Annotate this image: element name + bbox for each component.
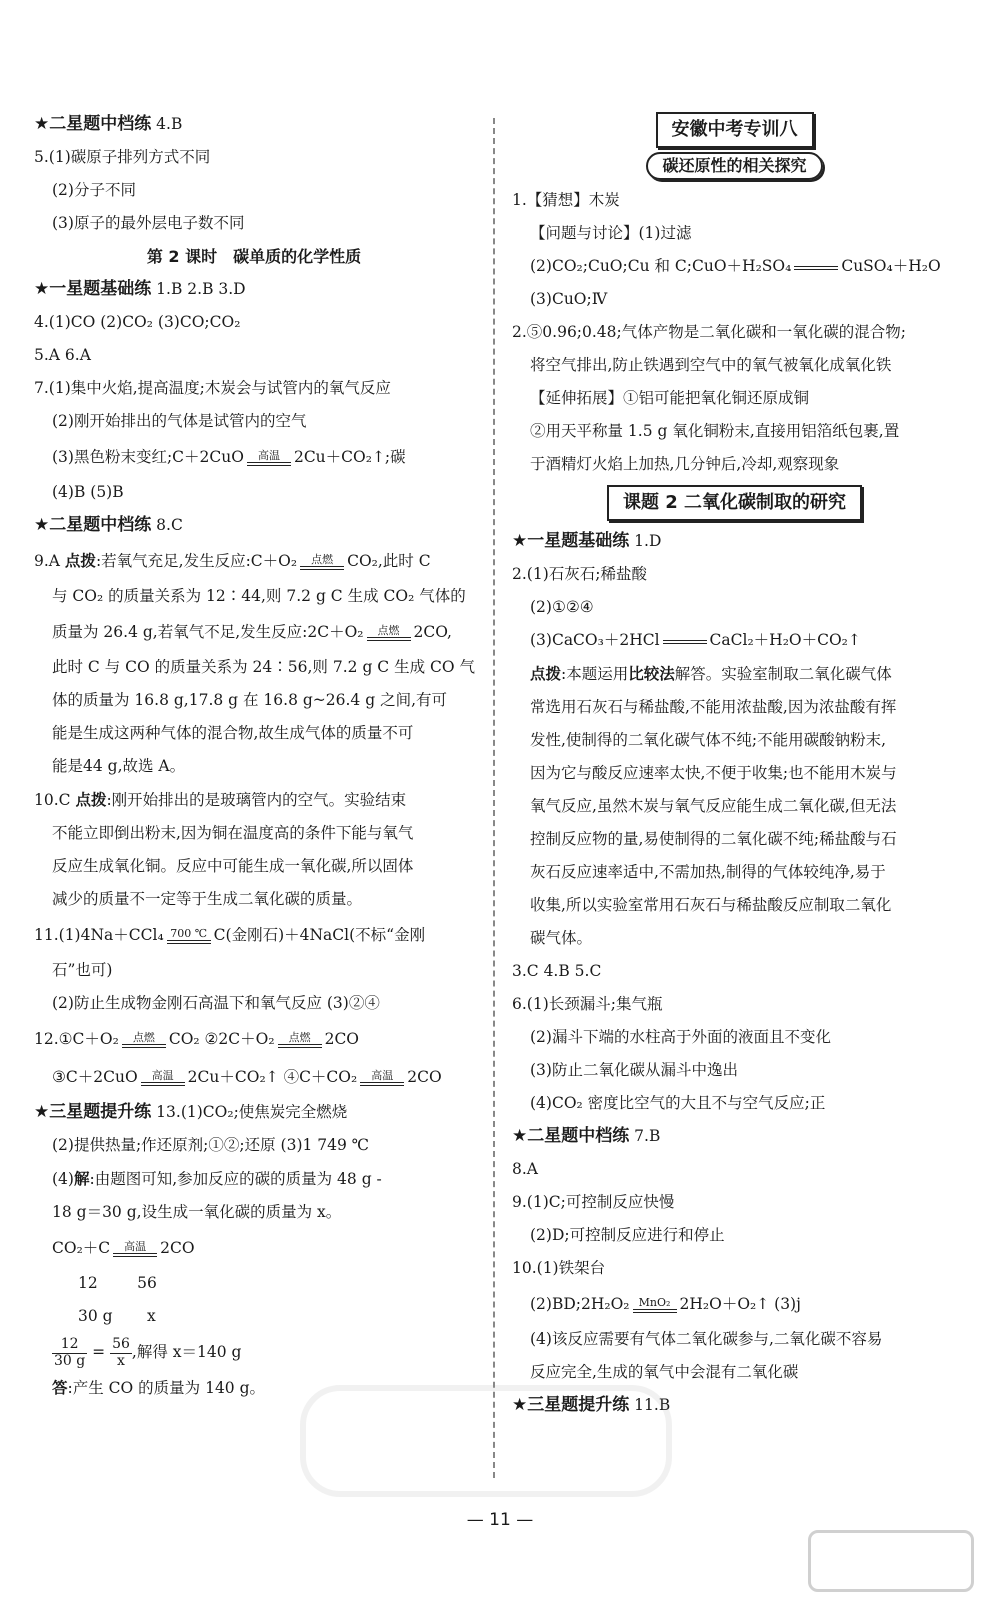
answer-line: (4)B (5)B — [52, 483, 124, 501]
answer-line: ②用天平称量 1.5 g 氧化铜粉末,直接用铝箔纸包裹,置 — [530, 422, 900, 440]
reaction-condition: 高温 — [113, 1241, 157, 1257]
answer-line: 因为它与酸反应速率太快,不便于收集;也不能用木炭与 — [530, 764, 897, 782]
answer-line: 3.C 4.B 5.C — [512, 962, 602, 980]
answer-line: 氧气反应,虽然木炭与氧气反应能生成二氧化碳,但无法 — [530, 797, 897, 815]
page-number: — 11 — — [466, 1510, 534, 1530]
answer-line: (2)提供热量;作还原剂;①②;还原 (3)1 749 ℃ — [52, 1136, 370, 1154]
answer-line: 反应生成氧化铜。反应中可能生成一氧化碳,所以固体 — [52, 857, 414, 875]
answer-line: 2.(1)石灰石;稀盐酸 — [512, 565, 647, 583]
star-icon: ★ — [34, 279, 50, 299]
answer-line: 减少的质量不一定等于生成二氧化碳的质量。 — [52, 890, 363, 908]
answer-line: 【延伸拓展】①铝可能把氧化铜还原成铜 — [530, 389, 810, 407]
answer-line: (4)CO₂ 密度比空气的大且不与空气反应;正 — [530, 1094, 826, 1112]
answer-line: 点拨:本题运用比较法解答。实验室制取二氧化碳气体 — [530, 664, 892, 683]
lesson-banner: 课题 2 二氧化碳制取的研究 — [607, 485, 862, 521]
lesson-title: 第 2 课时 碳单质的化学性质 — [146, 247, 362, 266]
answer-line: 5.(1)碳原子排列方式不同 — [34, 148, 211, 166]
answer-line: 2.⑤0.96;0.48;气体产物是二氧化碳和一氧化碳的混合物; — [512, 323, 906, 341]
answer-line: (4)解:由题图可知,参加反应的碳的质量为 48 g - — [52, 1169, 382, 1188]
answer-line: 10.(1)铁架台 — [512, 1259, 606, 1277]
equation-line: 11.(1)4Na＋CCl₄ 700 ℃ C(金刚石)＋4NaCl(不标“金刚 — [34, 926, 426, 944]
equation-line: ③C＋2CuO 高温 2Cu＋CO₂↑ ④C＋CO₂ 高温 2CO — [52, 1068, 442, 1086]
answer-line: (2)刚开始排出的气体是试管内的空气 — [52, 412, 307, 430]
equation-line: 质量为 26.4 g,若氧气不足,发生反应:2C＋O₂ 点燃 2CO, — [52, 623, 452, 641]
section-banner: 安徽中考专训八 — [656, 112, 814, 148]
answer-line: 控制反应物的量,易使制得的二氧化碳不纯;稀盐酸与石 — [530, 830, 897, 848]
answer-line: 【问题与讨论】(1)过滤 — [530, 224, 692, 242]
calc-line: 12 56 — [78, 1274, 157, 1292]
answer-line: 发性,使制得的二氧化碳气体不纯;不能用碳酸钠粉末, — [530, 731, 887, 749]
answer-line: 10.C 点拨:刚开始排出的是玻璃管内的空气。实验结束 — [34, 790, 407, 809]
section-heading: ★二星题中档练 8.C — [34, 515, 183, 535]
answer-line: 灰石反应速率适中,不需加热,制得的气体较纯净,易于 — [530, 863, 886, 881]
equation-line: (3)黑色粉末变红;C＋2CuO 高温 2Cu＋CO₂↑;碳 — [52, 448, 406, 466]
answer-line: 将空气排出,防止铁遇到空气中的氧气被氧化成氧化铁 — [530, 356, 892, 374]
star-icon: ★ — [34, 515, 50, 535]
equation-line: 12.①C＋O₂ 点燃 CO₂ ②2C＋O₂ 点燃 2CO — [34, 1030, 360, 1048]
corner-logo — [808, 1530, 974, 1592]
section-heading: ★三星题提升练 13.(1)CO₂;使焦炭完全燃烧 — [34, 1102, 348, 1122]
answer-line: (3)防止二氧化碳从漏斗中逸出 — [530, 1061, 738, 1079]
answer-line: 此时 C 与 CO 的质量关系为 24∶56,则 7.2 g C 生成 CO 气 — [52, 658, 475, 676]
star-icon: ★ — [512, 531, 528, 551]
answer-line: 8.A — [512, 1160, 538, 1178]
star-icon: ★ — [512, 1395, 528, 1415]
reaction-condition: 高温 — [360, 1070, 404, 1086]
answer-line: 石”也可) — [52, 961, 113, 979]
answer-line: 1.【猜想】木炭 — [512, 191, 620, 209]
section-heading: ★一星题基础练 1.D — [512, 531, 662, 551]
answer-line: (4)该反应需要有气体二氧化碳参与,二氧化碳不容易 — [530, 1330, 883, 1348]
reaction-condition: 点燃 — [300, 554, 344, 570]
section-heading: ★三星题提升练 11.B — [512, 1395, 671, 1415]
answer-line: 答:产生 CO 的质量为 140 g。 — [52, 1378, 266, 1397]
reaction-condition: 点燃 — [367, 625, 411, 641]
section-heading: ★二星题中档练 7.B — [512, 1126, 661, 1146]
answer-line: 收集,所以实验室常用石灰石与稀盐酸反应制取二氧化 — [530, 896, 892, 914]
star-icon: ★ — [34, 114, 50, 134]
answer-line: (2)分子不同 — [52, 181, 136, 199]
equation-line: (3)CaCO₃＋2HCl CaCl₂＋H₂O＋CO₂↑ — [530, 631, 861, 649]
answer-line: 碳气体。 — [530, 929, 593, 947]
answer-line: 5.A 6.A — [34, 346, 91, 364]
answer-line: (2)防止生成物金刚石高温下和氧气反应 (3)②④ — [52, 994, 380, 1012]
equation-line: CO₂＋C 高温 2CO — [52, 1239, 195, 1257]
star-icon: ★ — [34, 1102, 50, 1122]
left-column — [34, 108, 474, 1405]
proportion-line: $\frac{12}{30 g}$ = $\frac{56}{x}$ ,解得 x＝140 g — [54, 1336, 242, 1369]
answer-line: 与 CO₂ 的质量关系为 12∶44,则 7.2 g C 生成 CO₂ 气体的 — [52, 587, 466, 605]
answer-line: 能是生成这两种气体的混合物,故生成气体的质量不可 — [52, 724, 414, 742]
watermark-logo — [300, 1385, 672, 1497]
section-heading: ★二星题中档练 4.B — [34, 114, 183, 134]
reaction-condition: 点燃 — [278, 1032, 322, 1048]
section-heading: ★一星题基础练 1.B 2.B 3.D — [34, 279, 246, 299]
answer-line: (2)D;可控制反应进行和停止 — [530, 1226, 725, 1244]
right-column — [512, 108, 957, 1422]
topic-banner: 碳还原性的相关探究 — [646, 152, 822, 180]
reaction-condition: 高温 — [141, 1070, 185, 1086]
calc-line: 30 g x — [78, 1307, 156, 1325]
column-divider — [493, 118, 495, 1478]
reaction-condition: 高温 — [247, 450, 291, 466]
answer-line: 6.(1)长颈漏斗;集气瓶 — [512, 995, 663, 1013]
reaction-condition: 点燃 — [122, 1032, 166, 1048]
answer-line: 体的质量为 16.8 g,17.8 g 在 16.8 g~26.4 g 之间,有可 — [52, 691, 447, 709]
answer-line: 反应完全,生成的氧气中会混有二氧化碳 — [530, 1363, 799, 1381]
equation-line: (2)CO₂;CuO;Cu 和 C;CuO＋H₂SO₄ CuSO₄＋H₂O — [530, 257, 941, 275]
star-icon: ★ — [512, 1126, 528, 1146]
answer-line: (3)原子的最外层电子数不同 — [52, 214, 245, 232]
fraction: $\frac{12}{30 g}$ — [54, 1336, 86, 1369]
answer-line: 于酒精灯火焰上加热,几分钟后,冷却,观察现象 — [530, 455, 840, 473]
answer-line: 9.(1)C;可控制反应快慢 — [512, 1193, 675, 1211]
answer-line: (3)CuO;Ⅳ — [530, 290, 608, 308]
answer-line: 18 g＝30 g,设生成一氧化碳的质量为 x。 — [52, 1203, 342, 1221]
equals-sign — [794, 265, 838, 270]
answer-line: 7.(1)集中火焰,提高温度;木炭会与试管内的氧气反应 — [34, 379, 391, 397]
answer-line: (2)①②④ — [530, 598, 594, 616]
answer-line: 能是44 g,故选 A。 — [52, 757, 186, 775]
equals-sign — [663, 639, 707, 644]
answer-line: (2)漏斗下端的水柱高于外面的液面且不变化 — [530, 1028, 831, 1046]
fraction: $\frac{56}{x}$ — [112, 1336, 130, 1369]
reaction-condition: MnO₂ — [633, 1297, 677, 1313]
equation-line: 9.A 点拨:若氧气充足,发生反应:C＋O₂ 点燃 CO₂,此时 C — [34, 551, 431, 570]
reaction-condition: 700 ℃ — [167, 928, 211, 944]
answer-line: 常选用石灰石与稀盐酸,不能用浓盐酸,因为浓盐酸有挥 — [530, 698, 897, 716]
answer-line: 不能立即倒出粉末,因为铜在温度高的条件下能与氧气 — [52, 824, 414, 842]
answer-line: 4.(1)CO (2)CO₂ (3)CO;CO₂ — [34, 313, 241, 331]
equation-line: (2)BD;2H₂O₂ MnO₂ 2H₂O＋O₂↑ (3)j — [530, 1295, 801, 1313]
